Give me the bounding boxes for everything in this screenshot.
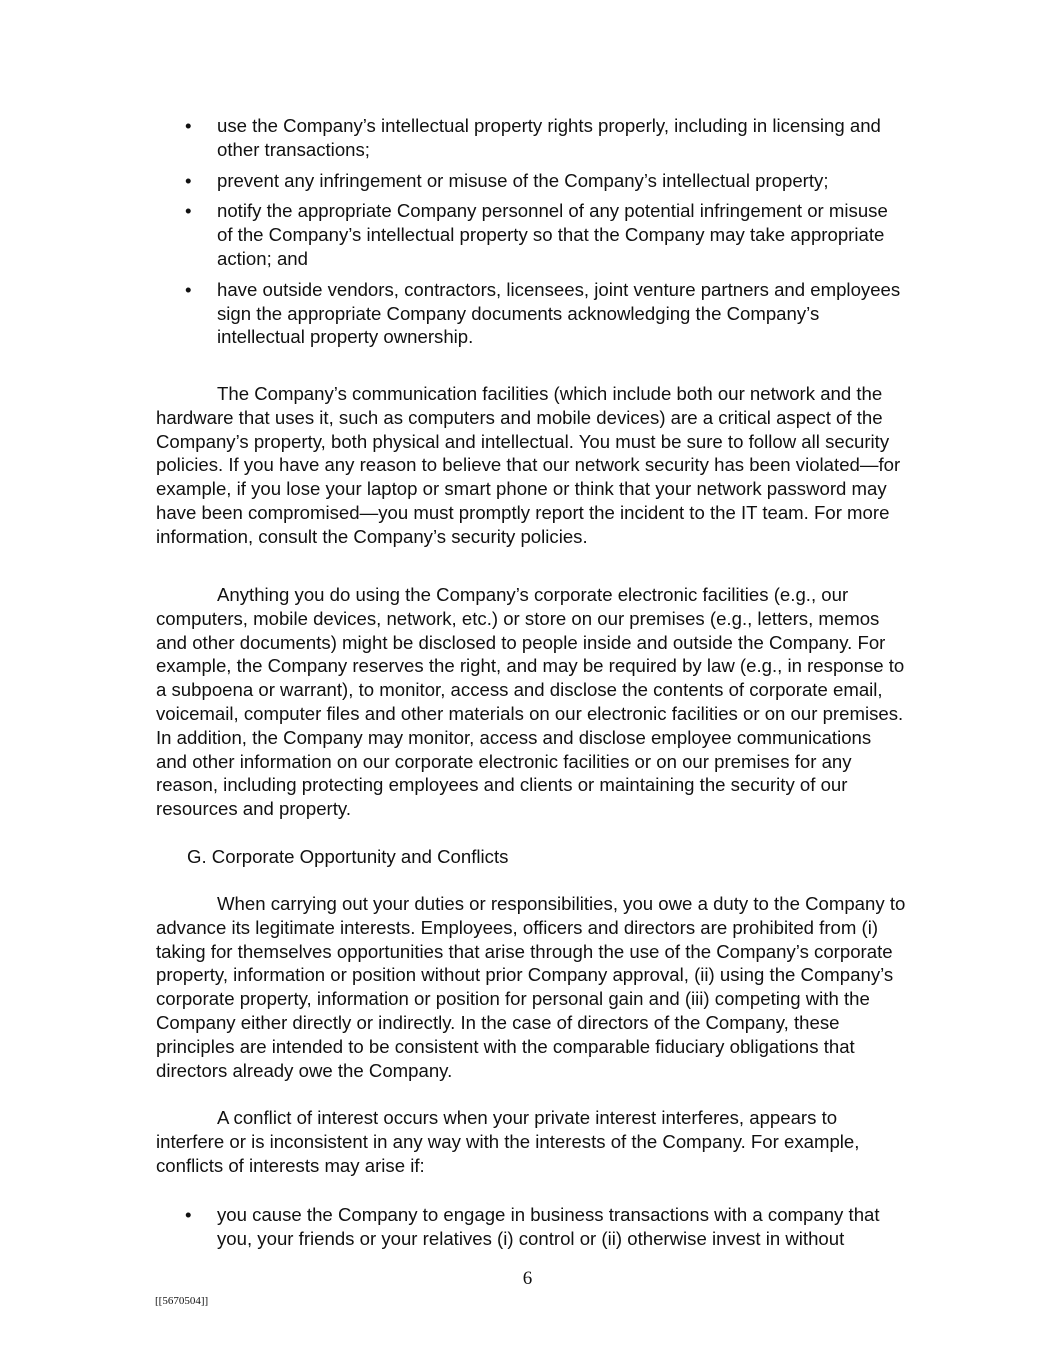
list-item-text: have outside vendors, contractors, licensees, joint venture partners and employees sign the appropriate Company documents acknowledging the Company’s intellectual property ownership. (217, 278, 901, 348)
bullet-glyph: • (185, 278, 192, 300)
page-number: 6 (522, 1268, 533, 1289)
list-item (185, 1203, 905, 1251)
list-item (185, 169, 905, 193)
section-heading: G. Corporate Opportunity and Conflicts (187, 846, 509, 867)
list-item (185, 278, 905, 349)
bullet-glyph: • (185, 1204, 192, 1225)
document-id: [[5670504]] (155, 1295, 209, 1307)
bullet-glyph: • (185, 200, 192, 222)
ip-obligations-list (185, 114, 905, 356)
electronic-facilities-paragraph: Anything you do using the Company’s corporate electronic facilities (e.g., our computers, mobile devices, network, etc.) or store on our premises (e.g., letters, memos and other documents) might be disclosed to people inside and outside the Company. For example, the Company reserves the right, and may be required by law (e.g., in response to a subpoena or warrant), to monitor, access and disclose the contents of corporate email, voicemail, computer files and other materials on our electronic facilities or on our premises. In addition, the Company may monitor, access and disclose employee communications and other information on our corporate electronic facilities or on our premises for any reason, including protecting employees and clients or maintaining the security of our resources and property. (156, 584, 905, 820)
list-item-text: prevent any infringement or misuse of the Company’s intellectual property; (217, 169, 829, 191)
list-item (185, 114, 905, 162)
communication-facilities-paragraph: The Company’s communication facilities (which include both our network and the hardware that uses it, such as computers and mobile devices) are a critical aspect of the Company’s property, both physical and intellectual. You must be sure to follow all security policies. If you have any reason to believe that our network security has been violated—for example, if you lose your laptop or smart phone or think that your network password may have been compromised—you must promptly report the incident to the IT team. For more information, consult the Company’s security policies. (156, 383, 901, 547)
duties-paragraph: When carrying out your duties or responsibilities, you owe a duty to the Company to advance its legitimate interests. Employees, officers and directors are prohibited from (i) taking for themselves opportunities that arise through the use of the Company’s corporate property, information or position without prior Company approval, (ii) using the Company’s corporate property, information or position for personal gain and (iii) competing with the Company either directly or indirectly. In the case of directors of the Company, these principles are intended to be consistent with the comparable fiduciary obligations that directors already owe the Company. (156, 893, 906, 1081)
conflict-of-interest-paragraph: A conflict of interest occurs when your private interest interferes, appears to interfere or is inconsistent in any way with the interests of the Company. For example, conflicts of interests may arise if: (156, 1107, 860, 1176)
list-item-text: notify the appropriate Company personnel of any potential infringement or misuse of the Company’s intellectual property so that the Company may take appropriate action; and (217, 200, 888, 269)
list-item (185, 199, 905, 270)
bullet-glyph: • (185, 169, 192, 191)
conflict-examples-list (185, 1203, 905, 1251)
bullet-glyph: • (185, 115, 192, 136)
list-item-text: use the Company’s intellectual property rights properly, including in licensing and other transactions; (217, 115, 881, 160)
list-item-text: you cause the Company to engage in business transactions with a company that you, your friends or your relatives (i) control or (ii) otherwise invest in without (217, 1204, 880, 1249)
